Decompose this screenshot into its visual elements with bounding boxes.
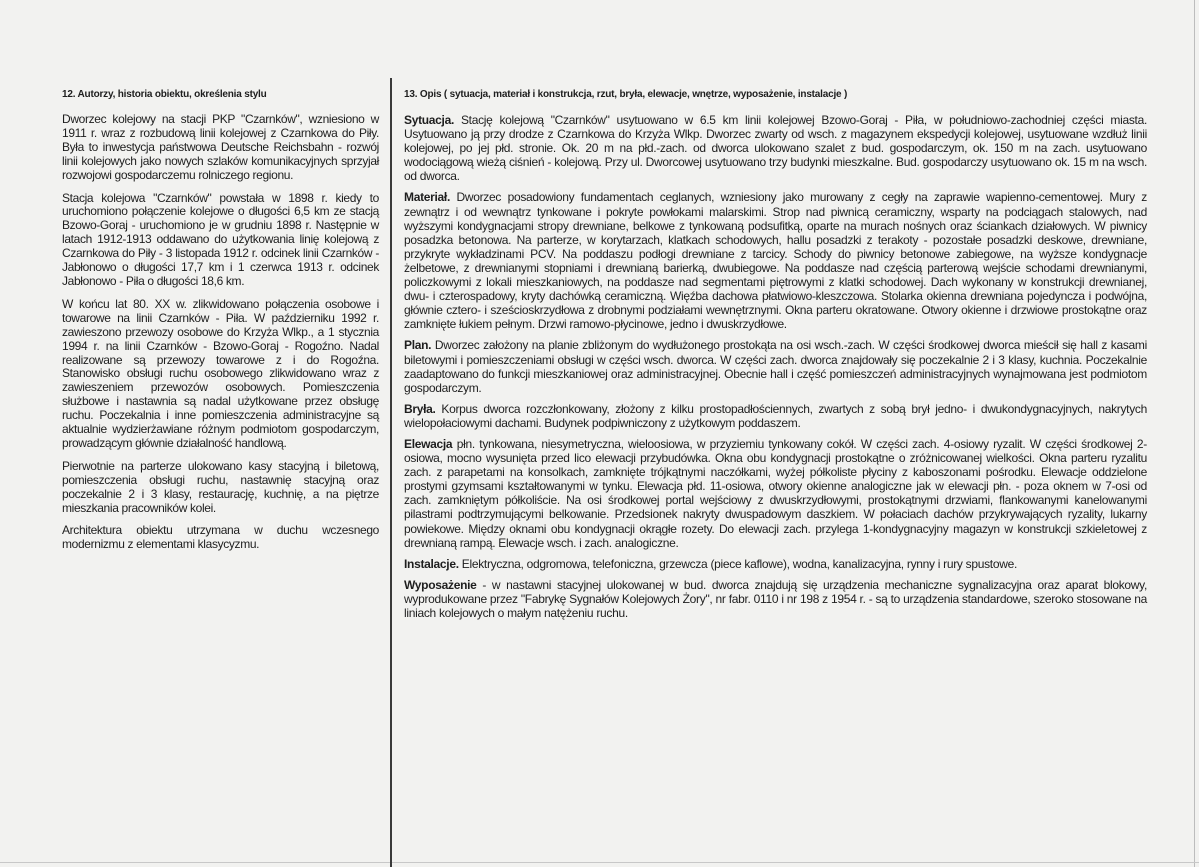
- history-paragraph-3: W końcu lat 80. XX w. zlikwidowano połączenia osobowe i towarowe na linii Czarnków - Piła. W październiku 1992 r. zawieszono przewozy osobowe do Krzyża Wlkp., a 1 stycznia 1994 r. na linii Czarnków - Bzowo-Goraj - Rogoźno. Nadal realizowane są przewozy towarowe z i do Rogoźna. Stanowisko obsługi ruchu osobowego zlikwidowano wraz z zawieszeniem przewozów osobowych. Pomieszczenia służbowe i nastawnia są nadal użytkowane przez obsługę ruchu. Poczekalnia i inne pomieszczenia administracyjne są aktualnie wydzierżawiane różnym podmiotom gospodarczym, prowadzącym głównie działalność handlową.: [62, 296, 379, 450]
- section-13-heading: 13. Opis ( sytuacja, materiał i konstrukcja, rzut, bryła, elewacje, wnętrze, wyposażenie, instalacje ): [404, 89, 848, 100]
- section-12-heading: 12. Autorzy, historia obiektu, określenia stylu: [62, 89, 267, 100]
- equipment-text: - w nastawni stacyjnej ulokowanej w bud. dworca znajdują się urządzenia mechaniczne sygnalizacyjna oraz aparat blokowy, wyprodukowane przez "Fabrykę Sygnałów Kolejowych Żory", nr fabr. 0110 i nr 198 z 1954 r. - są to urządzenia standardowe, szeroko stosowane na liniach kolejowych o małym natężeniu ruchu.: [404, 577, 1147, 620]
- description-situation: [404, 113, 1147, 183]
- situation-label: Sytuacja.: [404, 113, 454, 127]
- description-equipment: [404, 578, 1147, 620]
- section-12: [62, 89, 379, 561]
- elevation-text: płn. tynkowana, niesymetryczna, wieloosiowa, w przyziemiu tynkowany cokół. W części zach. 4-osiowy ryzalit. W części środkowej 2-osiowa, mocno wysunięta przed lico elewacji przybudówka. Okna obu kondygnacji prostokątne o zróżnicowanej wielkości. Okna parteru ryzalitu zach. z parapetami na konsolkach, zamknięte trójkątnymi naczółkami, wyżej półkoliste płyciny z kaboszonami pośrodku. Elewacje oddzielone prostymi gzymsami kształtowanymi w tynku. Elewacja płd. 11-osiowa, otwory okienne analogiczne jak w elewacji płn. - poza oknem w 7-osi od zach. zamkniętym półkoliście. Na osi środkowej portal wejściowy z dwuskrzydłowymi, prostokątnymi drzwiami, flankowanymi kanelowanymi pilastrami podtrzymującymi belkowanie. Przedsionek nakryty dwuspadowym daszkiem. W połaciach dachów przykrywających ryzality, lukarny powiekowe. Między oknami obu kondygnacji okrągłe rozety. Do elewacji zach. przylega 1-kondygnacyjny magazyn w konstrukcji szkieletowej z drewnianą rampą. Elewacje wsch. i zach. analogiczne.: [404, 436, 1147, 550]
- installations-text: Elektryczna, odgromowa, telefoniczna, grzewcza (piece kaflowe), wodna, kanalizacyjna, rynny i rury spustowe.: [461, 556, 1017, 571]
- plan-text: Dworzec założony na planie zbliżonym do wydłużonego prostokąta na osi wsch.-zach. W części środkowej dworca mieścił się hall z kasami biletowymi i pomieszczeniami obsługi w części wsch. dworca. W części zach. dworca znajdowały się poczekalnie 2 i 3 klasy, kuchnia. Poczekalnie zaadaptowano do funkcji mieszkaniowej oraz administracyjnej. Obecnie hall i część pomieszczeń administracyjnych wynajmowana jest podmiotom gospodarczym.: [404, 338, 1147, 395]
- history-paragraph-1: Dworzec kolejowy na stacji PKP "Czarnków", wzniesiono w 1911 r. wraz z rozbudową linii kolejowej z Czarnkowa do Piły. Była to inwestycja państwowa Deutsche Reichsbahn - rozwój linii kolejowych jako nowych szlaków komunikacyjnych sprzyjał rozwojowi gospodarczemu rolniczego regionu.: [62, 112, 379, 182]
- body-label: Bryła.: [404, 401, 436, 416]
- description-installations: [404, 557, 1147, 571]
- section-13: [404, 89, 1147, 627]
- installations-label: Instalacje.: [404, 556, 459, 571]
- material-text: Dworzec posadowiony fundamentach ceglanych, wzniesiony jako murowany z cegły na zaprawie wapienno-cementowej. Mury z zewnątrz i od wewnątrz tynkowane i pokryte powłokami malarskimi. Strop nad piwnicą ceramiczny, wsparty na podciągach stalowych, nad wyższymi kondygnacjami stropy drewniane, belkowe z tynkowaną podsufitką, oparte na murach nośnych oraz ściankach działowych. W piwnicy posadzka betonowa. Na parterze, w korytarzach, klatkach schodowych, hallu posadzki z terakoty - pozostałe posadzki deskowe, drewniane, przykryte wykładzinami PCV. Na poddaszu podłogi drewniane z tarcicy. Schody do piwnicy betonowe zabiegowe, na wyższe kondygnacje żelbetowe, z drewnianymi stopniami i drewnianą barierką, dwubiegowe. Na poddasze nad częścią parterową wejście schodami drewnianymi, policzkowymi z lokali mieszkaniowych, na poddasze nad segmentami piętrowymi z klatki schodowej. Dach wykonany w konstrukcji drewnianej, dwu- i czterospadowy, kryty dachówką ceramiczną. Więźba dachowa płatwiowo-kleszczowa. Stolarka okienna drewniana pojedyncza i podwójna, głównie cztero- i sześcioskrzydłowa z drobnymi podziałami wewnętrznymi. Okna parteru okratowane. Otwory okienne i drzwiowe prostokątne oraz zamknięte łukiem pełnym. Drzwi ramowo-płycinowe, jedno i dwuskrzydłowe.: [404, 190, 1147, 332]
- material-label: Materiał.: [404, 190, 450, 205]
- description-elevation: [404, 437, 1147, 550]
- description-material: [404, 190, 1147, 331]
- situation-text: Stację kolejową "Czarnków" usytuowano w 6.5 km linii kolejowej Bzowo-Goraj - Piła, w południowo-zachodniej części miasta. Usytuowano ją przy drodze z Czarnkowa do Krzyża Wlkp. Dworzec zwarty od wsch. z magazynem ekspedycji kolejowej, usytuowane wzdłuż linii kolejowej, po jej płd. stronie. Ok. 20 m na płd.-zach. od dworca ulokowano szalet z bud. gospodarczym, ok. 150 m na zach. usytuowano wodociągową wieżą ciśnień - kolejową. Przy ul. Dworcowej usytuowano trzy budynki mieszkalne. Bud. gospodarczy usytuowano ok. 15 m na wsch. od dworca.: [404, 113, 1147, 184]
- history-paragraph-2: Stacja kolejowa "Czarnków" powstała w 1898 r. kiedy to uruchomiono połączenie kolejowe o długości 6,5 km ze stacją Bzowo-Goraj - uruchomiono je w grudniu 1898 r. Następnie w latach 1912-1913 oddawano do użytkowania linię kolejową z Czarnkowa do Piły - 3 listopada 1912 r. odcinek linii Czarnków - Jabłonowo o długości 17,7 km i 1 czerwca 1913 r. odcinek Jabłonowo - Piła o długości 18,6 km.: [62, 190, 379, 288]
- elevation-label: Elewacja: [404, 436, 453, 451]
- history-paragraph-5: Architektura obiektu utrzymana w duchu wczesnego modernizmu z elementami klasycyzmu.: [62, 523, 379, 552]
- description-plan: [404, 338, 1147, 394]
- equipment-label: Wyposażenie: [404, 577, 477, 592]
- body-text: Korpus dworca rozczłonkowany, złożony z kilku prostopadłościennych, zwartych z sobą brył jedno- i dwukondygnacyjnych, nakrytych wielopołaciowymi dachami. Budynek podpiwniczony z użytkowym poddaszem.: [404, 401, 1147, 430]
- scan-edge-right: [1194, 0, 1195, 867]
- plan-label: Plan.: [404, 338, 432, 353]
- description-body: [404, 402, 1147, 430]
- history-paragraph-4: Pierwotnie na parterze ulokowano kasy stacyjną i biletową, pomieszczenia obsługi ruchu, nastawnię stacyjną oraz poczekalnie 2 i 3 klasy, restaurację, kuchnię, a na piętrze mieszkania pracowników kolei.: [62, 458, 379, 515]
- column-divider: [390, 78, 392, 867]
- scan-edge-bottom: [0, 862, 1199, 863]
